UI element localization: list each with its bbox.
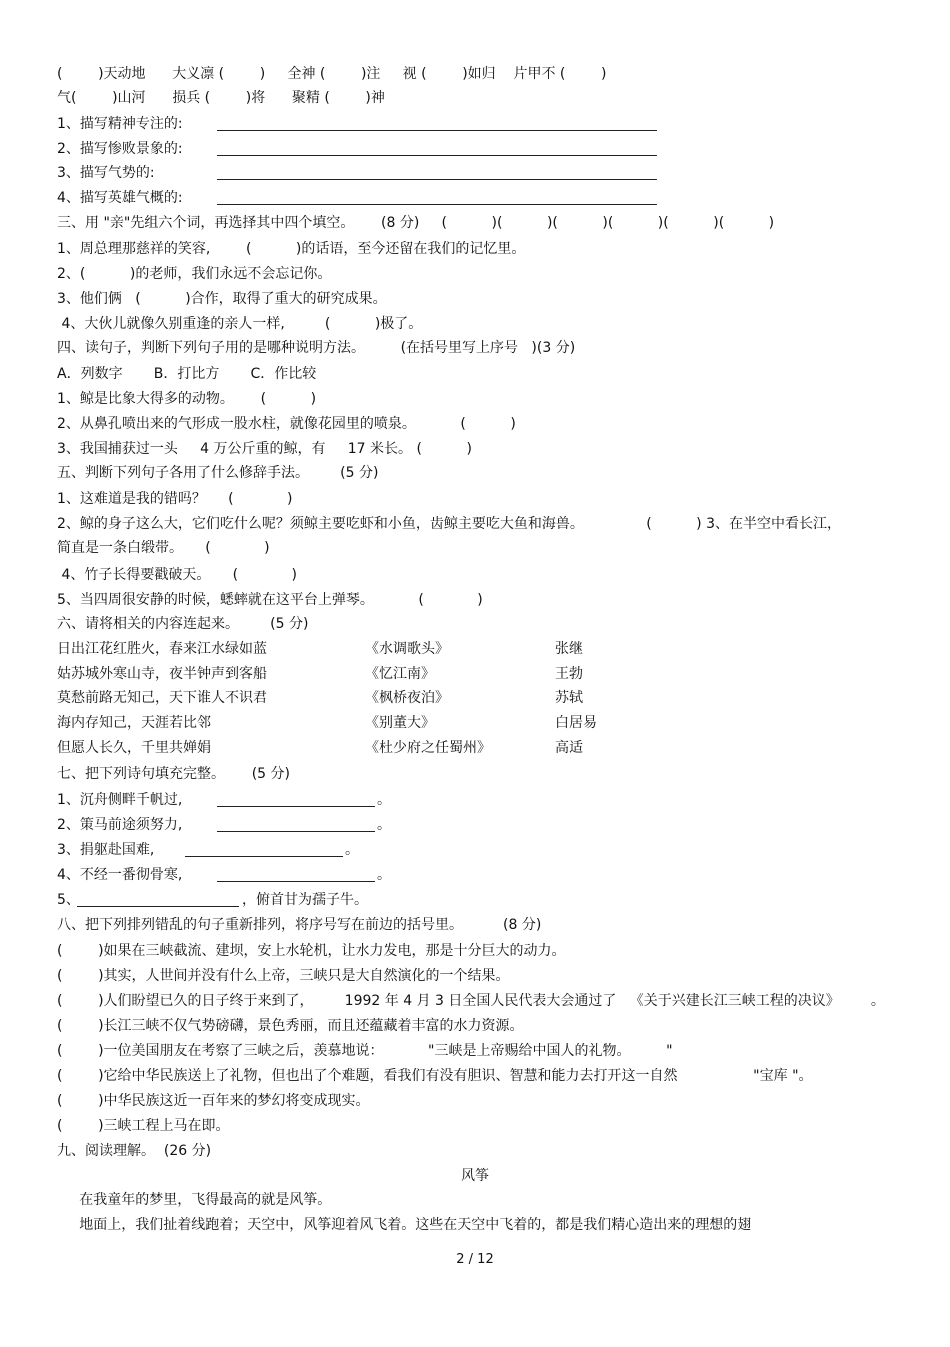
- poet-name: 苏轼: [555, 690, 583, 706]
- q5-sentence-2: 2、鲸的身子这么大，它们吃什么呢？须鲸主要吃虾和小鱼，齿鲸主要吃大鱼和海兽。 ( ) 3、在半空中看长江，: [57, 516, 841, 532]
- q8-item: ( )三峡工程上马在即。: [57, 1118, 230, 1134]
- q7-heading: 七、把下列诗句填充完整。 (5 分): [57, 766, 290, 782]
- q3-sentence-4: 4、大伙儿就像久别重逢的亲人一样, ( )极了。: [57, 316, 423, 332]
- q7-line-5: 5、 ，俯首甘为孺子牛。: [57, 892, 368, 908]
- q8-item: ( )中华民族这近一百年来的梦幻将变成现实。: [57, 1093, 370, 1109]
- reading-paragraph-2: 地面上，我们扯着线跑着；天空中，风筝迎着风飞着。这些在天空中飞着的，都是我们精心造出来的理想的翅: [57, 1217, 752, 1233]
- idiom-row-1: ( )天动地 大义凛 ( ) 全神 ( )注 视 ( )如归 片甲不 ( ): [57, 66, 607, 82]
- poem-title: 《别董大》: [365, 715, 435, 731]
- q5-sentence-5: 5、当四周很安静的时候，蟋蟀就在这平台上弹琴。 ( ): [57, 592, 483, 608]
- poem-line: 姑苏城外寒山寺，夜半钟声到客船: [57, 666, 267, 682]
- q8-item: ( )人们盼望已久的日子终于来到了， 1992 年 4 月 3 日全国人民代表大会通过了 《关于兴建长江三峡工程的决议》 。: [57, 993, 885, 1009]
- q4-sentence-2: 2、从鼻孔喷出来的气形成一股水柱，就像花园里的喷泉。 ( ): [57, 416, 516, 432]
- q2-item-1: 1、描写精神专注的:: [57, 114, 183, 134]
- q3-sentence-3: 3、他们俩 ( )合作，取得了重大的研究成果。: [57, 291, 387, 307]
- answer-blank[interactable]: [217, 190, 657, 205]
- q2-item-3: 3、描写气势的:: [57, 163, 155, 183]
- poem-title: 《枫桥夜泊》: [365, 690, 449, 706]
- q3-sentence-1: 1、周总理那慈祥的笑容, ( )的话语，至今还留在我们的记忆里。: [57, 241, 526, 257]
- poem-line: 莫愁前路无知己，天下谁人不识君: [57, 690, 267, 706]
- q4-sentence-1: 1、鲸是比象大得多的动物。 ( ): [57, 391, 317, 407]
- q7-line-4: 4、不经一番彻骨寒, 。: [57, 867, 391, 883]
- answer-blank[interactable]: [217, 867, 375, 882]
- answer-blank[interactable]: [185, 842, 343, 857]
- poem-title: 《杜少府之任蜀州》: [365, 740, 491, 756]
- answer-blank[interactable]: [217, 792, 375, 807]
- answer-blank[interactable]: [217, 141, 657, 156]
- poem-line: 日出江花红胜火，春来江水绿如蓝: [57, 641, 267, 657]
- q5-sentence-3: 简直是一条白缎带。 ( ): [57, 540, 270, 556]
- answer-blank[interactable]: [217, 165, 657, 180]
- idiom-row-2: 气( )山河 损兵 ( )将 聚精 ( )神: [57, 90, 385, 106]
- q7-line-2: 2、策马前途须努力, 。: [57, 817, 391, 833]
- poem-line: 海内存知己，天涯若比邻: [57, 715, 211, 731]
- answer-blank[interactable]: [217, 817, 375, 832]
- poet-name: 张继: [555, 641, 583, 657]
- q8-item: ( )一位美国朋友在考察了三峡之后，羡慕地说： "三峡是上帝赐给中国人的礼物。 ": [57, 1043, 673, 1059]
- q4-heading: 四、读句子，判断下列句子用的是哪种说明方法。 (在括号里写上序号 )(3 分): [57, 340, 576, 356]
- q3-heading: 三、用 "亲"先组六个词，再选择其中四个填空。 (8 分) ( )( )( )( )( )( ): [57, 215, 775, 231]
- q8-heading: 八、把下列排列错乱的句子重新排列，将序号写在前边的括号里。 (8 分): [57, 917, 542, 933]
- poet-name: 王勃: [555, 666, 583, 682]
- q3-sentence-2: 2、( )的老师，我们永远不会忘记你。: [57, 266, 332, 282]
- q4-sentence-3: 3、我国捕获过一头 4 万公斤重的鲸，有 17 米长。 ( ): [57, 441, 472, 457]
- q7-line-3: 3、捐躯赴国难, 。: [57, 842, 359, 858]
- reading-paragraph-1: 在我童年的梦里，飞得最高的就是风筝。: [57, 1192, 332, 1208]
- q8-item: ( )长江三峡不仅气势磅礴，景色秀丽，而且还蕴藏着丰富的水力资源。: [57, 1018, 524, 1034]
- poem-title: 《水调歌头》: [365, 641, 449, 657]
- q2-item-4: 4、描写英雄气概的:: [57, 188, 183, 208]
- page-number: 2 / 12: [456, 1252, 494, 1267]
- q9-heading: 九、阅读理解。 (26 分): [57, 1143, 212, 1159]
- q7-line-1: 1、沉舟侧畔千帆过, 。: [57, 792, 391, 808]
- poem-title: 《忆江南》: [365, 666, 435, 682]
- q2-item-2: 2、描写惨败景象的:: [57, 139, 183, 159]
- reading-title: 风筝: [461, 1168, 489, 1184]
- q4-options: A．列数字 B．打比方 C．作比较: [57, 366, 317, 382]
- poet-name: 高适: [555, 740, 583, 756]
- q5-heading: 五、判断下列句子各用了什么修辞手法。 (5 分): [57, 465, 379, 481]
- answer-blank[interactable]: [77, 892, 239, 907]
- poet-name: 白居易: [555, 715, 597, 731]
- q5-sentence-4: 4、竹子长得要戳破天。 ( ): [57, 567, 297, 583]
- q5-sentence-1: 1、这难道是我的错吗？ ( ): [57, 491, 293, 507]
- q8-item: ( )它给中华民族送上了礼物，但也出了个难题，看我们有没有胆识、智慧和能力去打开这一自然 "宝库 "。: [57, 1068, 813, 1084]
- q6-heading: 六、请将相关的内容连起来。 (5 分): [57, 616, 309, 632]
- q8-item: ( )如果在三峡截流、建坝，安上水轮机，让水力发电，那是十分巨大的动力。: [57, 943, 566, 959]
- q8-item: ( )其实，人世间并没有什么上帝，三峡只是大自然演化的一个结果。: [57, 968, 510, 984]
- poem-line: 但愿人长久，千里共婵娟: [57, 740, 211, 756]
- answer-blank[interactable]: [217, 116, 657, 131]
